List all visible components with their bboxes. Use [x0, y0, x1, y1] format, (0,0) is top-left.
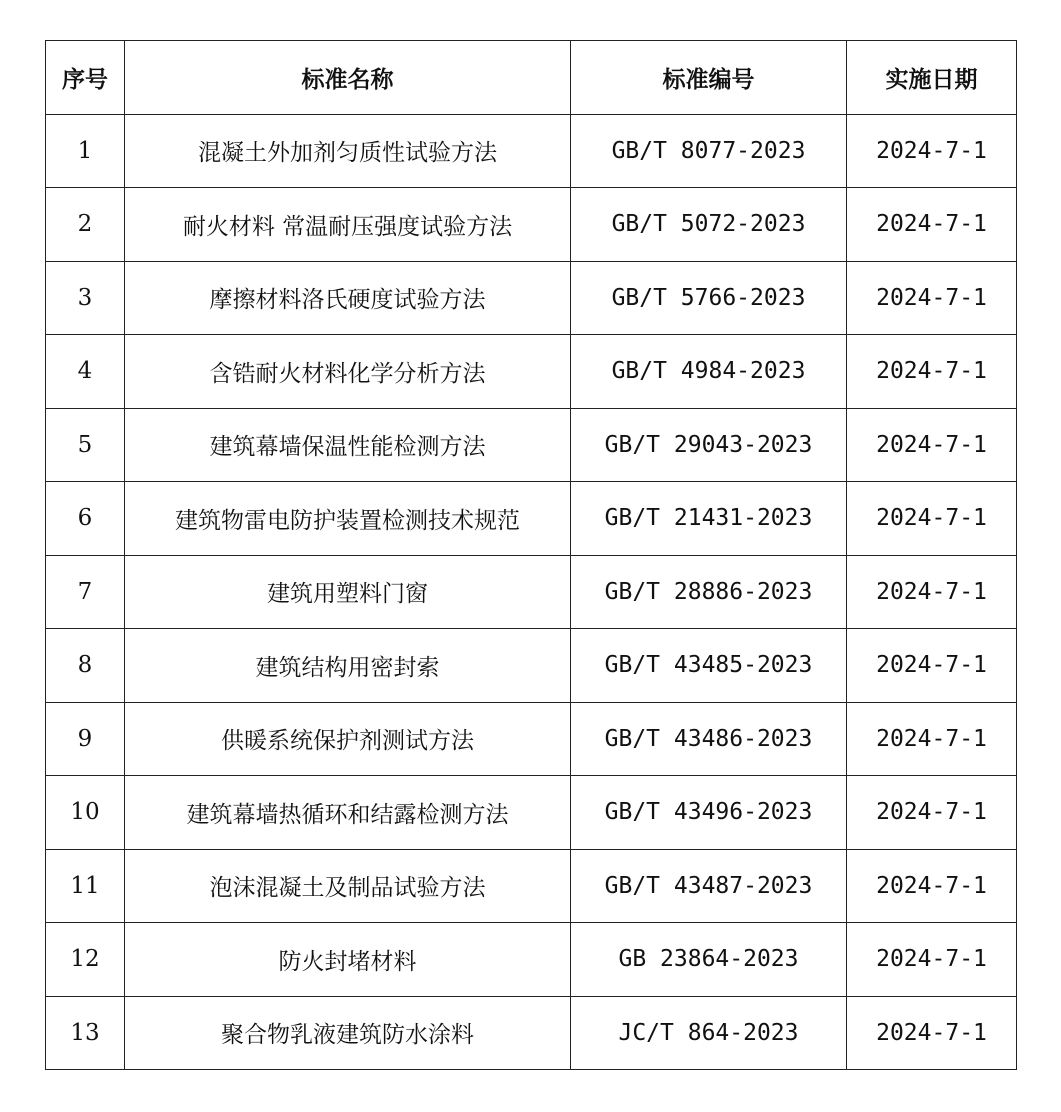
row-date: 2024-7-1 [847, 335, 1017, 409]
header-row [46, 41, 1017, 115]
row-no: 2 [46, 188, 125, 262]
row-code: GB/T 43485-2023 [571, 629, 847, 703]
table-row [46, 702, 1017, 776]
header-no: 序号 [46, 41, 125, 115]
row-code: GB/T 43487-2023 [571, 849, 847, 923]
header-code: 标准编号 [571, 41, 847, 115]
table-row [46, 923, 1017, 997]
row-date: 2024-7-1 [847, 996, 1017, 1070]
table-row [46, 629, 1017, 703]
table-row [46, 408, 1017, 482]
table-row [46, 114, 1017, 188]
row-code: GB 23864-2023 [571, 923, 847, 997]
row-code: JC/T 864-2023 [571, 996, 847, 1070]
row-no: 11 [46, 849, 125, 923]
row-name: 建筑幕墙保温性能检测方法 [125, 408, 571, 482]
row-no: 7 [46, 555, 125, 629]
row-date: 2024-7-1 [847, 849, 1017, 923]
row-no: 12 [46, 923, 125, 997]
row-name: 含锆耐火材料化学分析方法 [125, 335, 571, 409]
row-date: 2024-7-1 [847, 482, 1017, 556]
row-code: GB/T 21431-2023 [571, 482, 847, 556]
row-date: 2024-7-1 [847, 188, 1017, 262]
row-name: 建筑结构用密封索 [125, 629, 571, 703]
table-row [46, 188, 1017, 262]
table-row [46, 482, 1017, 556]
row-name: 摩擦材料洛氏硬度试验方法 [125, 261, 571, 335]
row-date: 2024-7-1 [847, 776, 1017, 850]
row-date: 2024-7-1 [847, 408, 1017, 482]
row-no: 4 [46, 335, 125, 409]
row-no: 5 [46, 408, 125, 482]
row-name: 建筑幕墙热循环和结露检测方法 [125, 776, 571, 850]
row-name: 泡沫混凝土及制品试验方法 [125, 849, 571, 923]
row-name: 耐火材料 常温耐压强度试验方法 [125, 188, 571, 262]
row-date: 2024-7-1 [847, 629, 1017, 703]
table-row [46, 555, 1017, 629]
row-code: GB/T 43496-2023 [571, 776, 847, 850]
row-code: GB/T 28886-2023 [571, 555, 847, 629]
row-date: 2024-7-1 [847, 923, 1017, 997]
row-name: 混凝土外加剂匀质性试验方法 [125, 114, 571, 188]
row-code: GB/T 29043-2023 [571, 408, 847, 482]
row-no: 13 [46, 996, 125, 1070]
row-name: 供暖系统保护剂测试方法 [125, 702, 571, 776]
row-name: 建筑用塑料门窗 [125, 555, 571, 629]
row-date: 2024-7-1 [847, 261, 1017, 335]
table-body [46, 114, 1017, 1070]
table-row [46, 261, 1017, 335]
row-no: 9 [46, 702, 125, 776]
row-no: 6 [46, 482, 125, 556]
row-no: 1 [46, 114, 125, 188]
row-code: GB/T 43486-2023 [571, 702, 847, 776]
table-header [46, 41, 1017, 115]
table-row [46, 849, 1017, 923]
row-no: 8 [46, 629, 125, 703]
table-row [46, 776, 1017, 850]
row-code: GB/T 5766-2023 [571, 261, 847, 335]
row-no: 10 [46, 776, 125, 850]
row-code: GB/T 4984-2023 [571, 335, 847, 409]
standards-table [45, 40, 1017, 1070]
row-name: 建筑物雷电防护装置检测技术规范 [125, 482, 571, 556]
header-name: 标准名称 [125, 41, 571, 115]
row-date: 2024-7-1 [847, 702, 1017, 776]
row-date: 2024-7-1 [847, 555, 1017, 629]
row-date: 2024-7-1 [847, 114, 1017, 188]
header-date: 实施日期 [847, 41, 1017, 115]
row-name: 聚合物乳液建筑防水涂料 [125, 996, 571, 1070]
row-code: GB/T 5072-2023 [571, 188, 847, 262]
row-name: 防火封堵材料 [125, 923, 571, 997]
table-row [46, 996, 1017, 1070]
row-no: 3 [46, 261, 125, 335]
table-row [46, 335, 1017, 409]
row-code: GB/T 8077-2023 [571, 114, 847, 188]
